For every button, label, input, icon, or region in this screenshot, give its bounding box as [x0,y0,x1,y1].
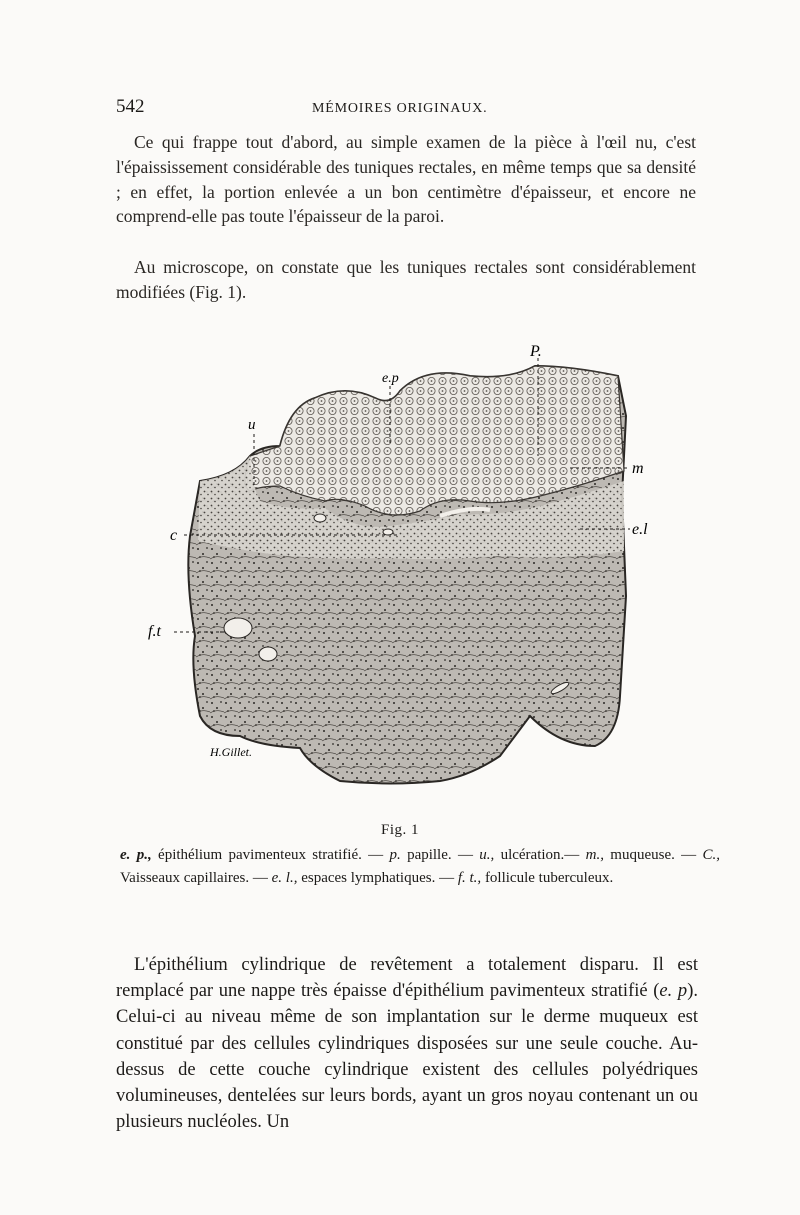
histology-figure [140,336,680,806]
paragraph-2: Au microscope, on constate que les tuniques rectales sont considérablement modifiées (Fig. 1). [116,257,696,302]
legend-ep-text: épithélium pavimenteux stratifié. — [158,847,384,863]
legend-p-abbr: p. [389,847,401,863]
legend-c-text: Vaisseaux capillaires. — [120,870,268,886]
legend-m-text: muqueuse. — [610,847,697,863]
label-m: m [632,460,644,477]
label-u: u [248,417,256,433]
follicle [259,647,277,661]
artist-signature: H.Gillet. [210,745,252,759]
legend-ft-text: follicule tuberculeux. [484,870,614,886]
figure-legend [120,844,720,890]
legend-m-abbr: m., [585,847,604,863]
label-p: P. [530,343,542,360]
legend-line-1 [120,844,720,890]
legend-el-text: espaces lymphatiques. — [301,870,455,886]
paragraph-3 [116,952,698,1135]
capillary [314,514,326,522]
running-title: MÉMOIRES ORIGINAUX. [312,101,488,116]
paragraph-3-part-1: L'épithélium cylindrique de revêtement a totalement disparu. Il est remplacé par une nappe très épaisse d'épithélium pavimenteux stratifié ( [116,955,698,1002]
legend-ft-abbr: f. t., [457,870,482,886]
label-ft: f.t [148,623,161,640]
paragraph-1: Ce qui frappe tout d'abord, au simple examen de la pièce à l'œil nu, c'est l'épaississement considérable des tuniques rectales, en même temps que sa densité ; en effet, la portion enlevée a un bon centimètre d'épaisseur, et encore ne comprend-elle pas toute l'épaisseur de la paroi. [116,132,696,227]
capillary [383,529,393,535]
paragraph-3-abbr: e. p [659,981,688,1002]
legend-ep-abbr: e. p., [120,847,152,863]
paragraph-3-part-2: ). Celui-ci au niveau même de son implantation sur le derme muqueux est constitué par des cellules cylindriques disposées sur une seule couche. Au-dessus de cette couche cylindrique existent des cellules polyédriques volumineuses, dentelées sur leurs bords, ayant un gros noyau contenant un ou plusieurs nucléoles. Un [116,981,698,1133]
legend-u-abbr: u., [479,847,495,863]
label-c: c [170,527,178,544]
legend-el-abbr: e. l., [271,870,298,886]
label-el: e.l [632,521,648,538]
page-number: 542 [116,96,145,117]
legend-u-text: ulcération.— [500,847,580,863]
figure-caption: Fig. 1 [380,822,419,838]
follicle [224,618,252,638]
legend-p-text: papille. — [407,847,473,863]
legend-c-abbr: C., [702,847,720,863]
label-ep: e.p [382,371,399,386]
